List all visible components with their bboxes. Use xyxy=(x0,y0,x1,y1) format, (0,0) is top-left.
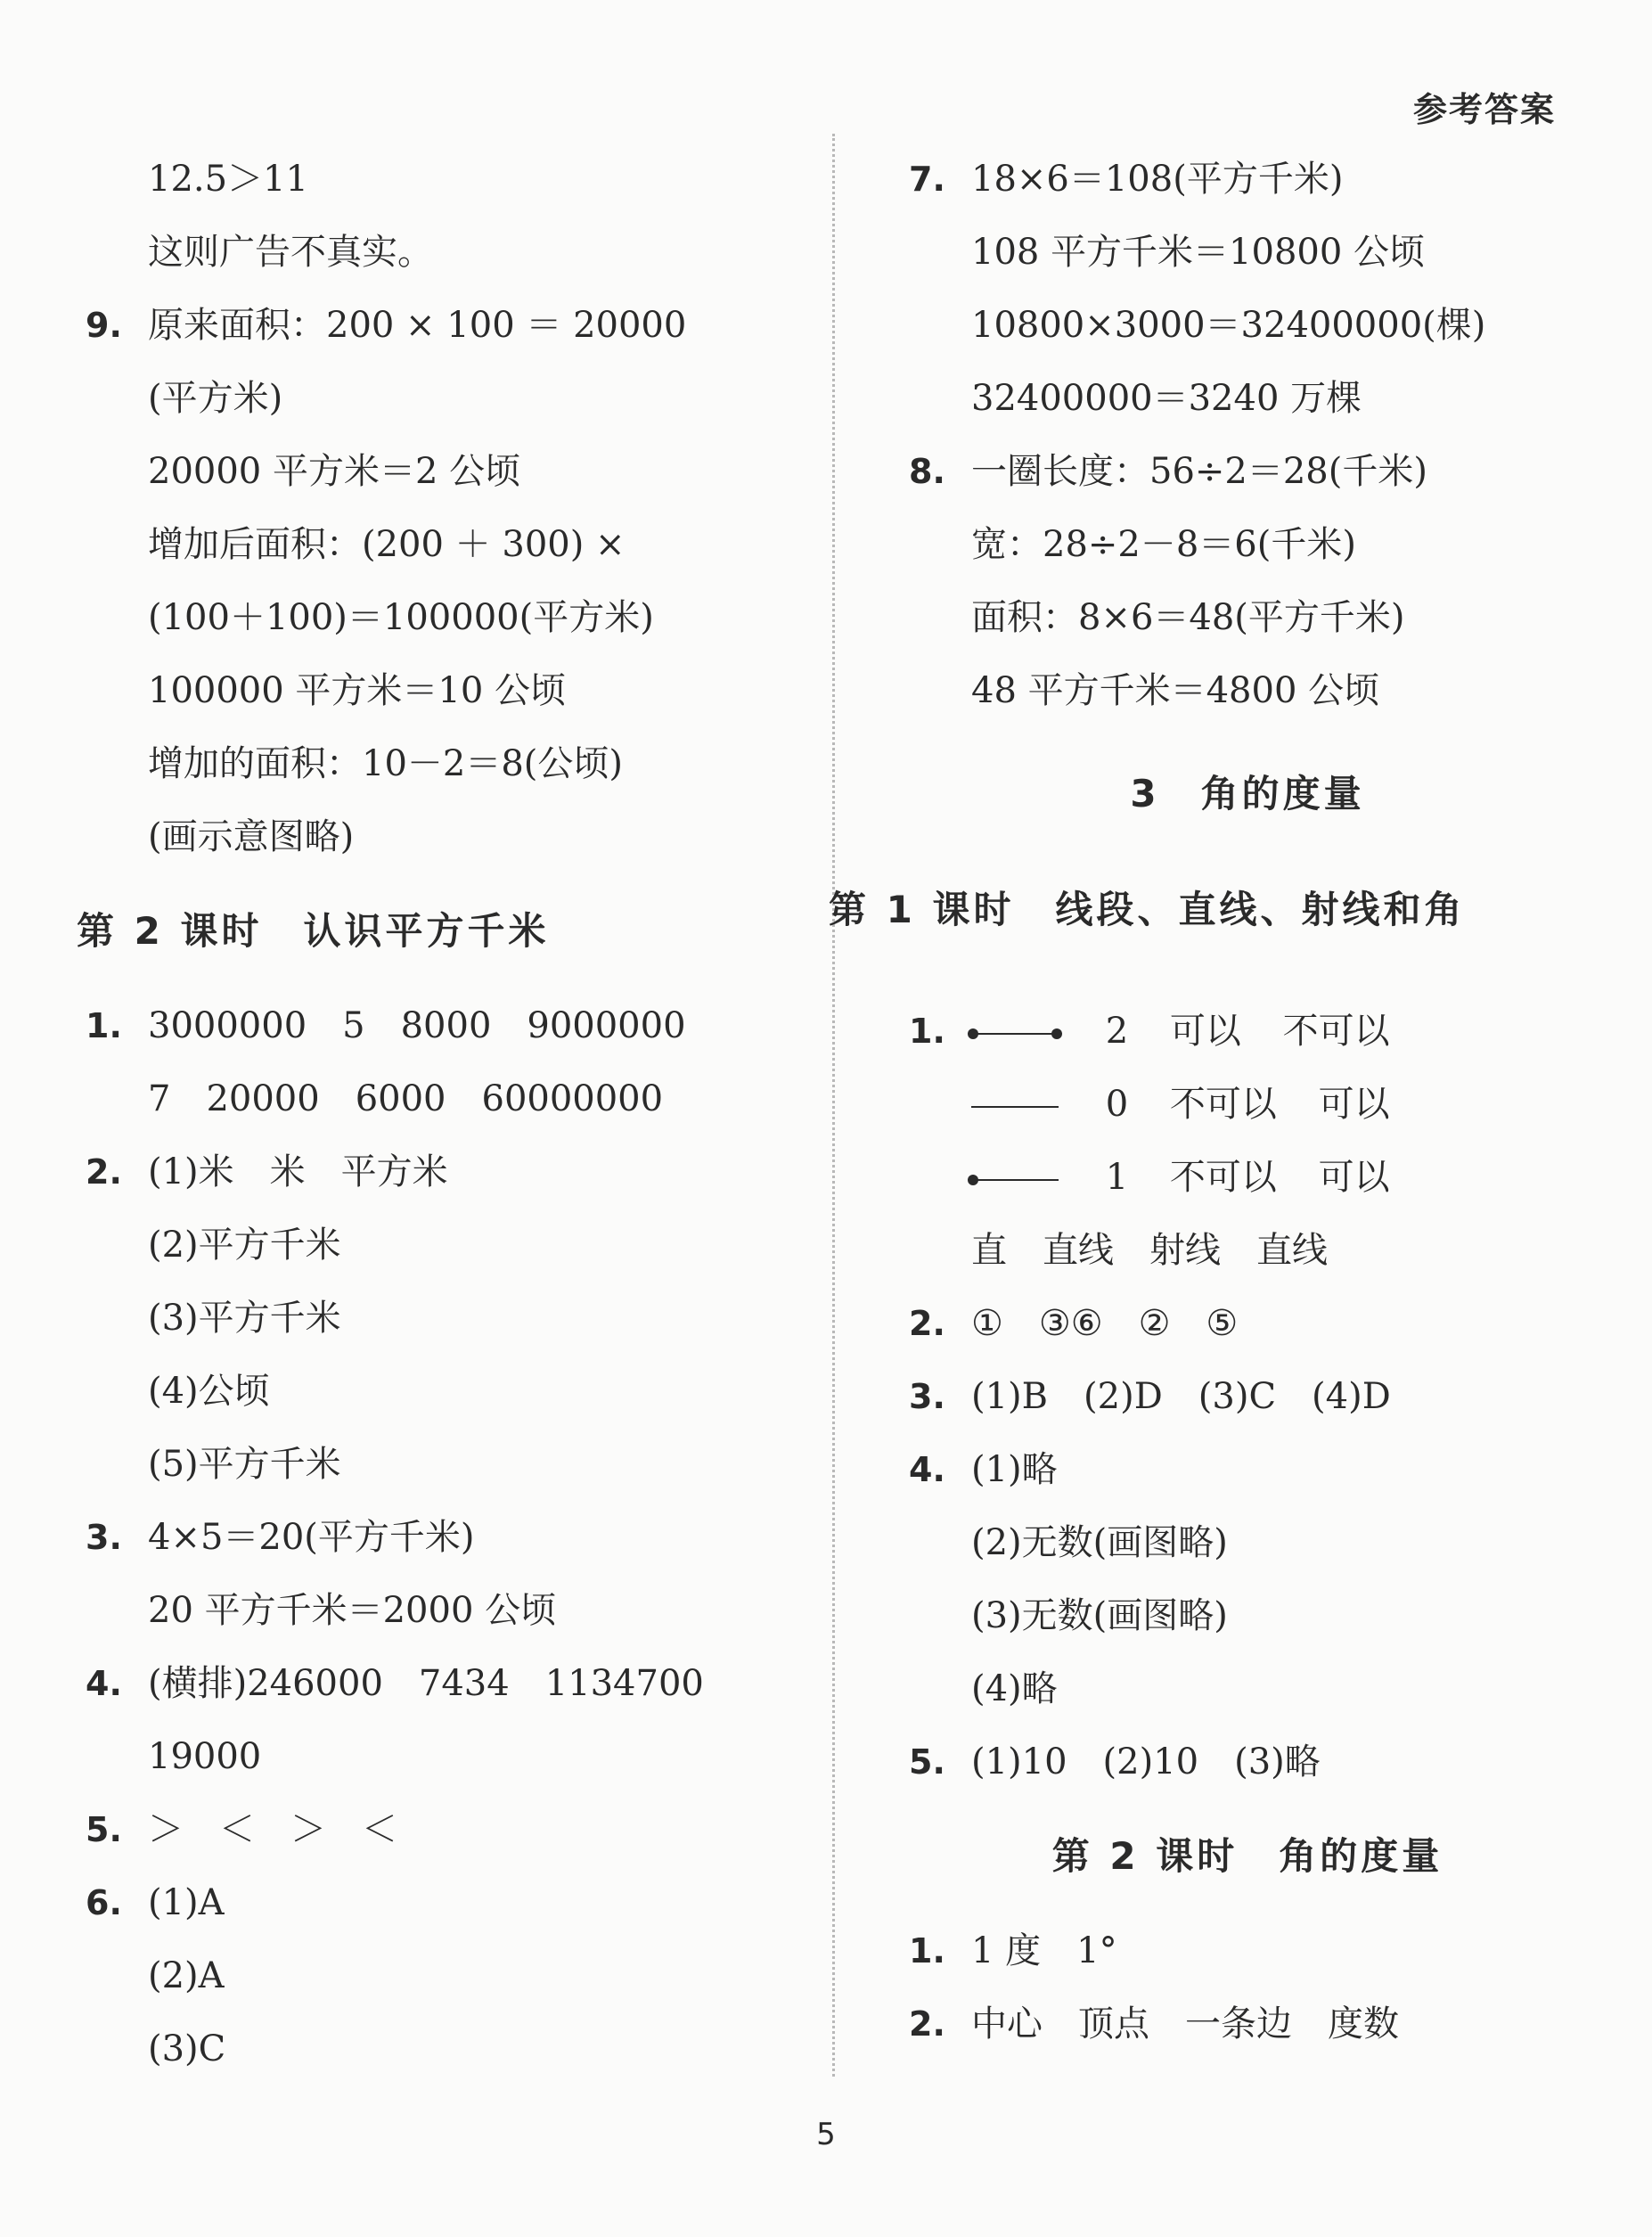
answer-4-2: (2)无数(画图略) xyxy=(971,1522,1228,1563)
answer-line xyxy=(86,654,727,727)
answer: 不可以 xyxy=(1169,1084,1277,1125)
lesson-2-answer-2 xyxy=(909,1987,1586,2061)
lesson-1-title: 第 1 课时 线段、直线、射线和角 xyxy=(829,888,1466,931)
question-number: 1. xyxy=(86,1006,122,1045)
answer-line xyxy=(86,1501,727,1574)
count: 2 xyxy=(1105,1011,1129,1052)
question-number: 5. xyxy=(909,1742,945,1782)
line-icon xyxy=(971,1106,1059,1108)
answer-text: (4)公顷 xyxy=(148,1371,270,1412)
answer-text: 100000 平方米＝10 公顷 xyxy=(148,670,567,711)
answer-5 xyxy=(909,1725,1586,1799)
answer: 不可以 xyxy=(1282,1011,1390,1052)
left-column xyxy=(77,143,727,2085)
answer-text: (3)平方千米 xyxy=(148,1298,341,1339)
answer-text: 20000 平方米＝2 公顷 xyxy=(148,451,521,492)
answer-line xyxy=(86,1939,727,2012)
answer-line xyxy=(86,581,727,654)
answer-text: 32400000＝3240 万棵 xyxy=(971,378,1362,419)
answer-text: (画示意图略) xyxy=(148,816,355,857)
answer-text: (平方米) xyxy=(148,378,283,419)
answer-line xyxy=(86,1720,727,1793)
lesson-2-answer-1 xyxy=(909,1914,1586,1987)
answer-line xyxy=(86,362,727,435)
answer-text: (1)B (2)D (3)C (4)D xyxy=(971,1376,1391,1417)
answer-text: 宽：28÷2－8＝6(千米) xyxy=(971,524,1356,565)
answer-line xyxy=(86,1574,727,1647)
answer: 可以 xyxy=(1318,1084,1390,1125)
answer-text: (1)略 xyxy=(971,1449,1058,1490)
answer-line xyxy=(86,1282,727,1355)
answer-line xyxy=(86,1209,727,1282)
question-number: 3. xyxy=(909,1377,945,1416)
question-number: 4. xyxy=(909,1450,945,1489)
answer-text: 一圈长度：56÷2＝28(千米) xyxy=(971,451,1427,492)
count: 0 xyxy=(1105,1084,1129,1125)
answer-text: 19000 xyxy=(148,1736,262,1777)
answer-line xyxy=(86,216,727,289)
answer-text: (5)平方千米 xyxy=(148,1444,341,1485)
answer-line xyxy=(909,143,1586,216)
answer-line xyxy=(86,2012,727,2085)
answer: 可以 xyxy=(1318,1157,1390,1198)
answer-line xyxy=(86,1647,727,1720)
answer-text: 20 平方千米＝2000 公顷 xyxy=(148,1590,557,1631)
page-number: 5 xyxy=(816,2117,836,2152)
answer-text: 108 平方千米＝10800 公顷 xyxy=(971,232,1426,273)
answer-text: 增加后面积：(200 ＋ 300) × xyxy=(148,524,626,565)
answer-line xyxy=(909,508,1586,581)
answer-line xyxy=(86,1793,727,1866)
answer-text: (1)10 (2)10 (3)略 xyxy=(971,1741,1321,1782)
question-number: 3. xyxy=(86,1518,122,1557)
answer-text: 7 20000 6000 60000000 xyxy=(148,1078,664,1119)
answer-line xyxy=(86,435,727,508)
unit-title: 3 角的度量 xyxy=(1130,772,1365,815)
answer: 可以 xyxy=(1169,1011,1241,1052)
answer-text: ＞ ＜ ＞ ＜ xyxy=(148,1809,397,1850)
answer-text: 这则广告不真实。 xyxy=(148,232,433,273)
answer-4-4: (4)略 xyxy=(971,1668,1058,1709)
question-number: 1. xyxy=(909,1012,945,1051)
answer-text: (2)平方千米 xyxy=(148,1225,341,1266)
answer-text: (1)A xyxy=(148,1882,225,1923)
answer-line xyxy=(86,1062,727,1135)
question-number: 9. xyxy=(86,306,122,345)
answer-text: 原来面积：200 × 100 ＝ 20000 xyxy=(148,305,687,346)
answer-line xyxy=(86,989,727,1062)
answer-1-row-3 xyxy=(909,1141,1586,1214)
answer-text: 面积：8×6＝48(平方千米) xyxy=(971,597,1405,638)
answer-4-1 xyxy=(909,1433,1586,1506)
count: 1 xyxy=(1105,1157,1129,1198)
question-number: 5. xyxy=(86,1810,122,1849)
lesson-2-area-title: 第 2 课时 认识平方千米 xyxy=(77,909,550,953)
question-number: 6. xyxy=(86,1883,122,1922)
answer-line xyxy=(86,143,727,216)
answer-text: (1)米 米 平方米 xyxy=(148,1151,448,1192)
answer-line xyxy=(86,508,727,581)
page-header: 参考答案 xyxy=(1412,90,1556,129)
answer-line xyxy=(909,216,1586,289)
answer-line xyxy=(86,1866,727,1939)
answer-4-3: (3)无数(画图略) xyxy=(971,1595,1228,1636)
answer-text: ① ③⑥ ② ⑤ xyxy=(971,1303,1239,1344)
answer-text: 12.5＞11 xyxy=(148,159,308,200)
answer-line xyxy=(86,289,727,362)
answer-text: (100＋100)＝100000(平方米) xyxy=(148,597,654,638)
question-number: 7. xyxy=(909,160,945,199)
answer: 不可以 xyxy=(1169,1157,1277,1198)
lesson-2-title: 第 2 课时 角的度量 xyxy=(1051,1834,1443,1878)
answer-line xyxy=(86,727,727,800)
column-divider xyxy=(832,134,835,2077)
answer-3 xyxy=(909,1360,1586,1433)
answer-text: 4×5＝20(平方千米) xyxy=(148,1517,475,1558)
answer-line xyxy=(909,362,1586,435)
answer-1-tail: 直 直线 射线 直线 xyxy=(971,1230,1328,1271)
answer-2 xyxy=(909,1287,1586,1360)
answer-text: (2)A xyxy=(148,1955,225,1996)
question-number: 2. xyxy=(909,1304,945,1343)
answer-text: 10800×3000＝32400000(棵) xyxy=(971,305,1486,346)
answer-line xyxy=(86,1428,727,1501)
question-number: 8. xyxy=(909,452,945,491)
answer-text: 增加的面积：10－2＝8(公顷) xyxy=(148,743,624,784)
answer-1-row-2 xyxy=(909,1068,1586,1141)
ray-icon xyxy=(971,1179,1059,1181)
question-number: 2. xyxy=(86,1152,122,1192)
answer-line xyxy=(909,581,1586,654)
answer-line xyxy=(86,1355,727,1428)
answer-text: 1 度 1° xyxy=(971,1930,1117,1971)
answer-line xyxy=(909,654,1586,727)
answer-line xyxy=(86,1135,727,1209)
answer-text: (横排)246000 7434 1134700 xyxy=(148,1663,704,1704)
answer-text: (3)C xyxy=(148,2028,226,2069)
right-column xyxy=(829,143,1586,2061)
answer-text: 48 平方千米＝4800 公顷 xyxy=(971,670,1380,711)
answer-1-row-1 xyxy=(909,995,1586,1068)
answer-text: 中心 顶点 一条边 度数 xyxy=(971,2003,1399,2044)
answer-line xyxy=(86,800,727,873)
answer-text: 3000000 5 8000 9000000 xyxy=(148,1005,686,1046)
question-number: 2. xyxy=(909,2004,945,2044)
answer-line xyxy=(909,435,1586,508)
question-number: 4. xyxy=(86,1664,122,1703)
segment-icon xyxy=(971,1033,1059,1035)
answer-line xyxy=(909,289,1586,362)
question-number: 1. xyxy=(909,1931,945,1971)
answer-text: 18×6＝108(平方千米) xyxy=(971,159,1344,200)
